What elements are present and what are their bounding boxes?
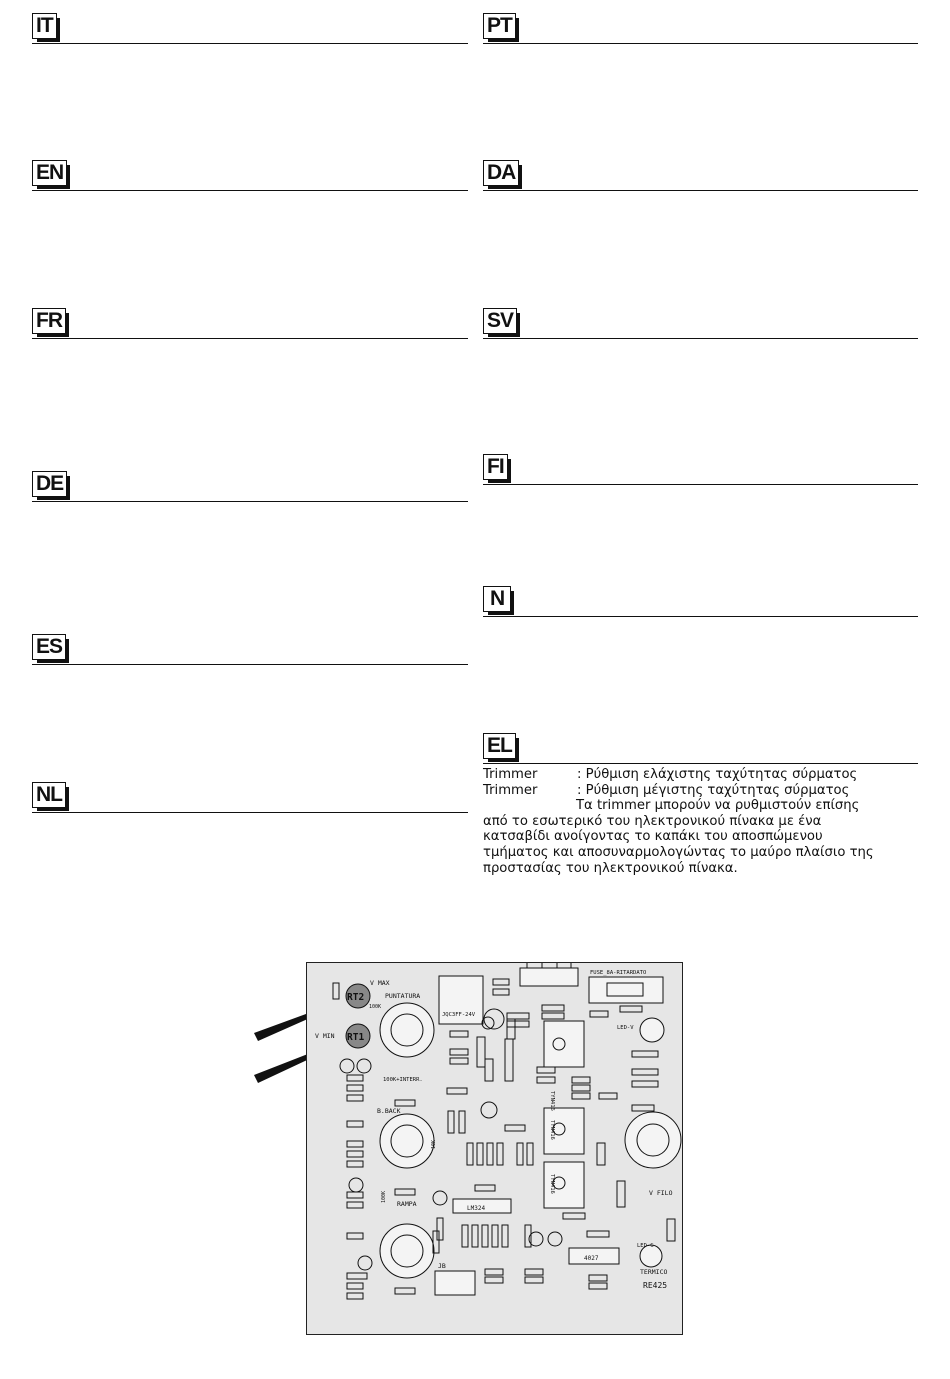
- section-rule: [483, 190, 918, 191]
- language-code-pt: PT: [483, 13, 516, 39]
- v-filo-label: V FILO: [649, 1189, 673, 1197]
- pot-v-filo: [625, 1112, 681, 1168]
- language-code-es: ES: [32, 634, 66, 660]
- circuit-board-svg: [307, 963, 682, 1334]
- triac-label: TYN416: [549, 1091, 555, 1111]
- section-rule: [32, 43, 468, 44]
- fuse-label: FUSE_8A-RITARDATO: [590, 970, 647, 976]
- paragraph-line: προστασίας του ηλεκτρονικού πίνακα.: [483, 860, 738, 876]
- relay-label: JQC3FF-24V: [442, 1012, 476, 1018]
- pot-value-label: 10K: [431, 1139, 437, 1149]
- jb-label: JB: [438, 1262, 446, 1270]
- language-code-da: DA: [483, 160, 519, 186]
- section-rule: [483, 616, 918, 617]
- lm324-label: LM324: [467, 1205, 486, 1212]
- trimmer-label: Trimmer: [483, 782, 538, 798]
- rampa-label: RAMPA: [397, 1200, 417, 1208]
- trimmer-row-1: [483, 767, 923, 783]
- language-code-el: EL: [483, 733, 516, 759]
- language-code-en: EN: [32, 160, 67, 186]
- termico-label: TERMICO: [640, 1268, 668, 1276]
- triac-label: TYN416: [549, 1120, 555, 1140]
- trimmer-description: : Ρύθμιση ελάχιστης ταχύτητας σύρματος: [577, 767, 858, 782]
- triac: [544, 1021, 584, 1067]
- language-code-n: N: [483, 586, 511, 612]
- section-rule: [32, 664, 468, 665]
- rt1-label: RT1: [347, 1032, 365, 1043]
- language-code-nl: NL: [32, 782, 66, 808]
- section-rule: [483, 484, 918, 485]
- rt2-label: RT2: [347, 992, 365, 1003]
- v-max-label: V MAX: [370, 979, 390, 987]
- section-rule: [483, 338, 918, 339]
- paragraph-line: τμήματος και αποσυναρμολογώντας το μαύρο πλαίσιο της: [483, 844, 874, 860]
- section-rule: [32, 501, 468, 502]
- circuit-board-diagram: [306, 962, 683, 1335]
- trimmer-label: Trimmer: [483, 767, 538, 782]
- triac-label: TYN416: [549, 1174, 555, 1194]
- language-code-it: IT: [32, 13, 57, 39]
- led-v-label: LED-V: [617, 1025, 634, 1031]
- language-code-sv: SV: [483, 308, 517, 334]
- chip-4027-label: 4027: [584, 1255, 599, 1262]
- section-rule: [32, 338, 468, 339]
- led-g-label: LED-G: [637, 1243, 654, 1249]
- re425-label: RE425: [643, 1281, 668, 1290]
- pot-interr-label: 100K+INTERR.: [383, 1077, 423, 1083]
- paragraph-line: κατσαβίδι ανοίγοντας το καπάκι του αποσπώμενου: [483, 829, 823, 845]
- el-section-text: [483, 767, 923, 876]
- pot-value-label: 100K: [381, 1190, 387, 1203]
- puntatura-label: PUNTATURA: [385, 992, 421, 1000]
- language-code-fi: FI: [483, 454, 508, 480]
- section-rule: [32, 190, 468, 191]
- paragraph-line: από το εσωτερικό του ηλεκτρονικού πίνακα με ένα: [483, 813, 822, 829]
- section-rule: [483, 43, 918, 44]
- paragraph-line: Τα trimmer μπορούν να ρυθμιστούν επίσης: [576, 798, 860, 814]
- trimmer-row-2: [483, 783, 923, 799]
- connector: [520, 968, 578, 986]
- section-rule: [483, 763, 918, 764]
- v-min-label: V MIN: [315, 1032, 335, 1040]
- language-code-fr: FR: [32, 308, 66, 334]
- pot-value-label: 100K: [369, 1004, 382, 1010]
- section-rule: [32, 812, 468, 813]
- pot-puntatura: [380, 1003, 434, 1057]
- b-back-label: B.BACK: [377, 1107, 401, 1115]
- fuse: [589, 977, 663, 1003]
- trimmer-description: : Ρύθμιση μέγιστης ταχύτητας σύρματος: [577, 782, 850, 798]
- pot-b-back: [380, 1114, 434, 1168]
- language-code-de: DE: [32, 471, 67, 497]
- jb-connector: [435, 1271, 475, 1295]
- pot-rampa: [380, 1224, 434, 1278]
- led-v: [640, 1018, 664, 1042]
